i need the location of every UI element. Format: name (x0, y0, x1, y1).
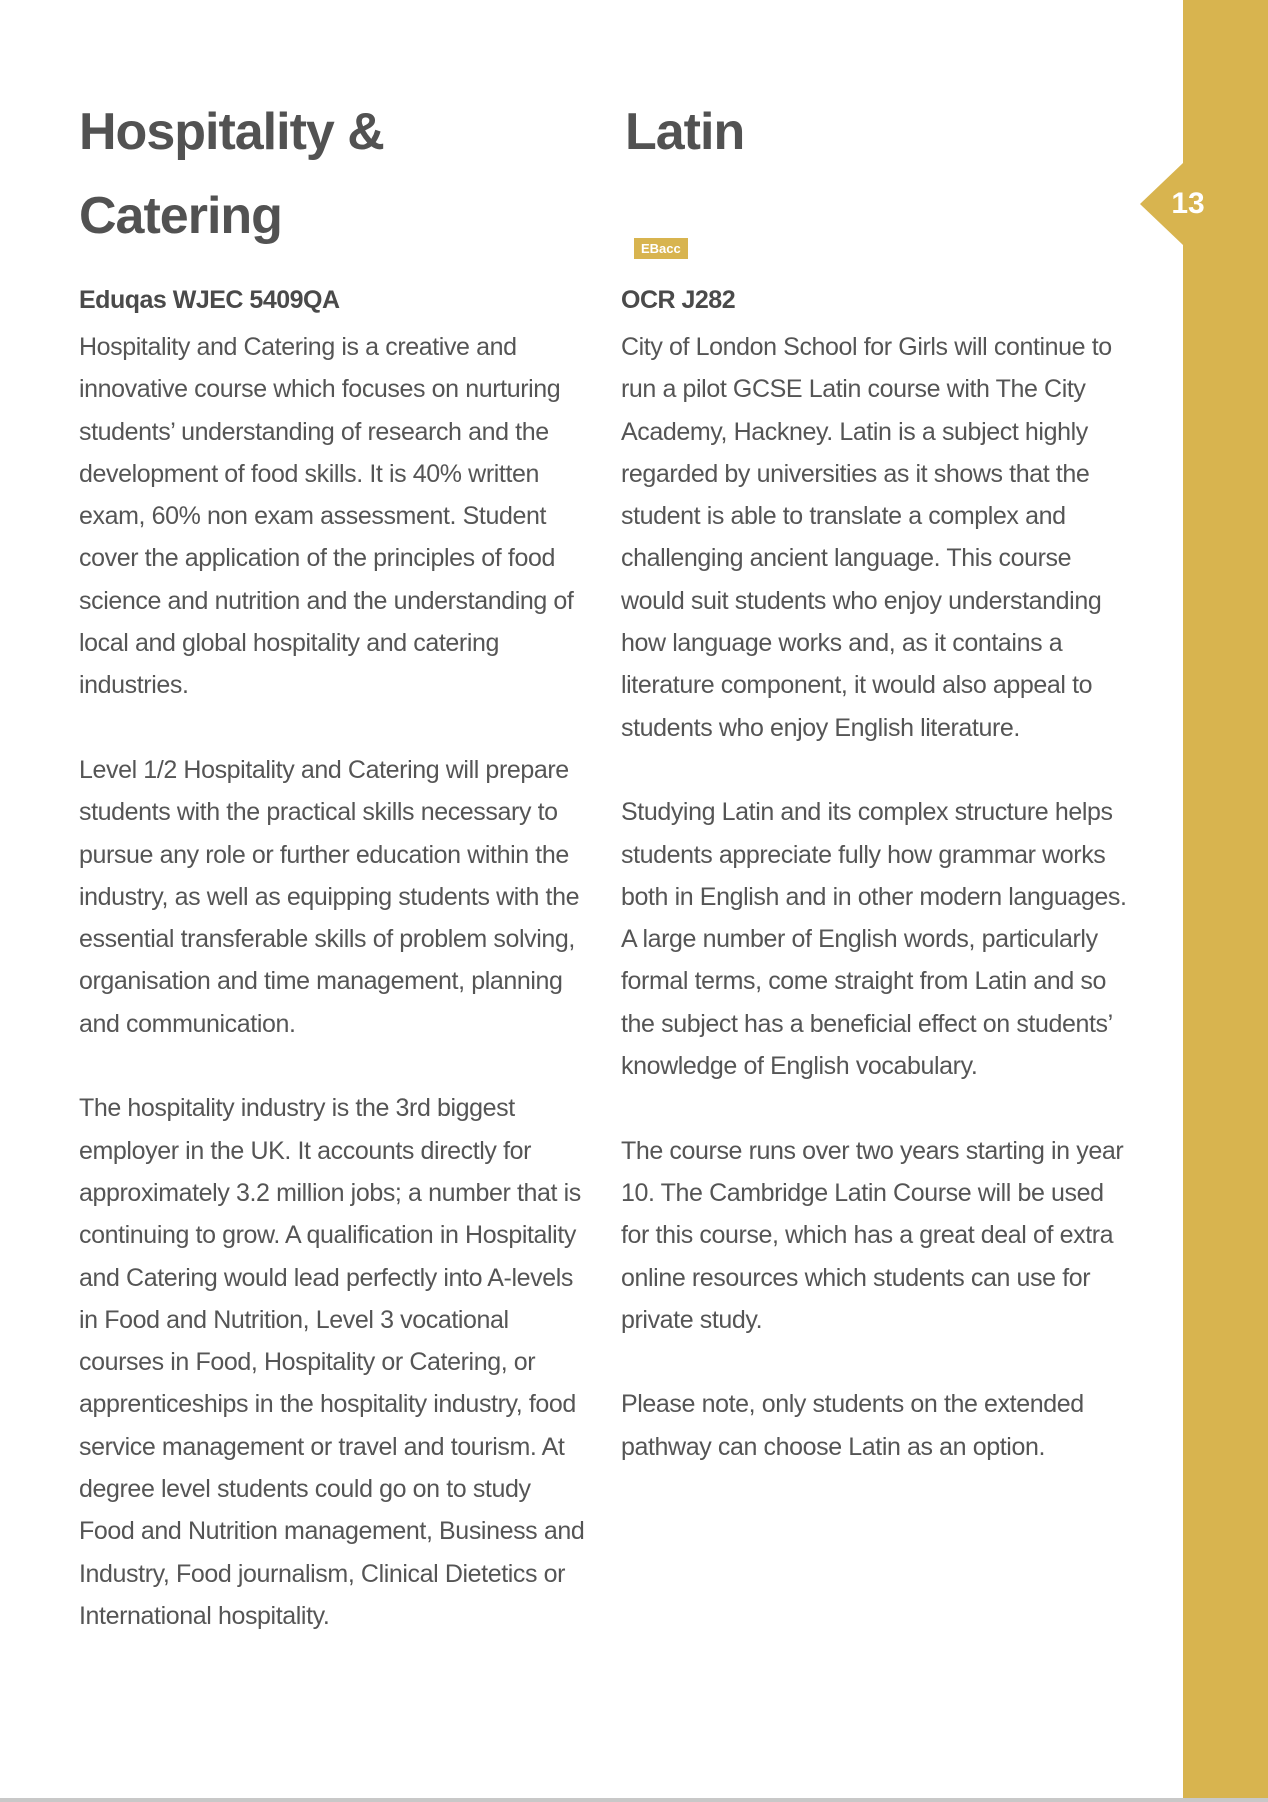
hospitality-course-code: Eduqas WJEC 5409QA (79, 286, 340, 314)
latin-title: Latin (625, 103, 745, 161)
latin-paragraph: City of London School for Girls will continue to run a pilot GCSE Latin course with The City Academy, Hackney. Latin is a subject highly regarded by universities as it shows that the student is able to translate a complex and challenging ancient language. This course would suit students who enjoy understanding how language works and, as it contains a literature component, it would also appeal to students who enjoy English literature. (621, 333, 1112, 742)
hospitality-title (79, 90, 579, 258)
ebacc-badge: EBacc (634, 238, 688, 259)
latin-course-code: OCR J282 (621, 286, 736, 314)
latin-body (621, 326, 1131, 1510)
hospitality-paragraph: The hospitality industry is the 3rd biggest employer in the UK. It accounts directly for approximately 3.2 million jobs; a number that is continuing to grow. A qualification in Hospitality and Catering would lead perfectly into A-levels in Food and Nutrition, Level 3 vocational courses in Food, Hospitality or Catering, or apprenticeships in the hospitality industry, food service management or travel and tourism. At degree level students could go on to study Food and Nutrition management, Business and Industry, Food journalism, Clinical Dietetics or International hospitality. (79, 1094, 585, 1630)
right-column (621, 90, 1121, 174)
hospitality-title-line2: Catering (79, 187, 282, 245)
hospitality-paragraph: Hospitality and Catering is a creative and innovative course which focuses on nurturing students’ understanding of research and the development of food skills. It is 40% written exam, 60% non exam assessment. Student cover the application of the principles of food science and nutrition and the understanding of local and global hospitality and catering industries. (79, 333, 574, 700)
left-column (79, 90, 579, 258)
latin-paragraph: Studying Latin and its complex structure helps students appreciate fully how grammar works both in English and in other modern languages. A large number of English words, particularly formal terms, come straight from Latin and so the subject has a beneficial effect on students’ knowledge of English vocabulary. (621, 798, 1127, 1081)
hospitality-body (79, 326, 589, 1680)
latin-paragraph: The course runs over two years starting in year 10. The Cambridge Latin Course will be used for this course, which has a great deal of extra online resources which students can use for private study. (621, 1136, 1124, 1334)
hospitality-title-line1: Hospitality & (79, 103, 384, 161)
page-number: 13 (1171, 187, 1205, 220)
bottom-rule (0, 1798, 1268, 1802)
latin-paragraph: Please note, only students on the extended pathway can choose Latin as an option. (621, 1390, 1084, 1461)
page-sidebar-band (1183, 0, 1268, 1798)
hospitality-paragraph: Level 1/2 Hospitality and Catering will prepare students with the practical skills necessary to pursue any role or further education within the industry, as well as equipping students with the essential transferable skills of problem solving, organisation and time management, planning and communication. (79, 755, 580, 1038)
